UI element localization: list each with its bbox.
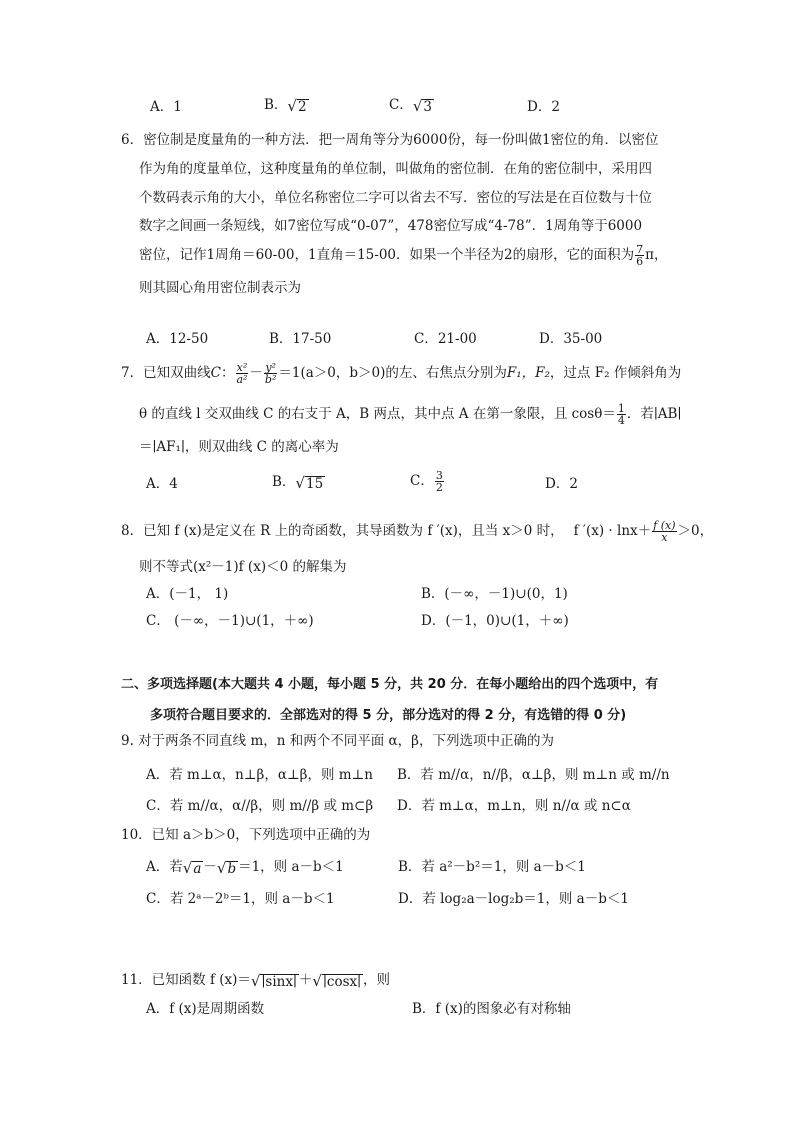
q7-cos-denominator: 4 <box>617 414 625 427</box>
q10-option-a-tail: ＝1，则 a－b＜1 <box>238 859 344 875</box>
q6-line-2: 作为角的度量单位，这种度量角的单位制，叫做角的密位制．在角的密位制中，采用四 <box>139 161 652 177</box>
q6-option-a: A．12-50 <box>146 331 209 347</box>
q11-stem <box>121 970 390 990</box>
q10-option-d: D．若 log₂a－log₂b＝1，则 a－b＜1 <box>398 891 629 907</box>
q7-curve-name: C <box>210 365 221 381</box>
q7-option-d: D．2 <box>545 476 578 492</box>
q10-option-a-minus: － <box>203 859 217 875</box>
q6-option-c: C．21-00 <box>414 331 477 347</box>
q7-line-1-text: 7．已知双曲线 <box>121 365 211 381</box>
q6-fraction-numerator: 7 <box>636 243 644 256</box>
q8-line-1-text: 8．已知 f (x)是定义在 R 上的奇函数，其导函数为 f ′(x)，且当 x＞0 时， <box>121 523 564 539</box>
q7-line-1-tail: ，过点 F₂ 作倾斜角为 <box>549 365 682 381</box>
q7-cos-fraction <box>617 403 626 426</box>
q8-fraction-denominator: x <box>661 531 668 544</box>
q11-sqrt-sin-arg: ∣sinx∣ <box>261 973 297 990</box>
q6-option-b: B．17-50 <box>269 331 332 347</box>
q5-option-a: A．1 <box>150 99 182 115</box>
q7-b2: b² <box>264 373 277 386</box>
q7-option-c-fraction <box>435 470 444 493</box>
q6-line-5-text: 密位，记作1周角＝60-00，1直角＝15-00．如果一个半径为2的扇形，它的面积为 <box>139 247 635 263</box>
q5-option-b-label: B． <box>264 97 288 113</box>
q8-option-b: B．(－∞，－1)∪(0，1) <box>421 586 568 602</box>
q7-foci: F₁，F₂ <box>506 365 550 381</box>
q10-option-a <box>146 857 344 877</box>
q7-option-b <box>272 472 325 492</box>
q9-option-c: C．若 m//α，α//β，则 m//β 或 m⊂β <box>146 798 374 814</box>
q7-line-2-text: θ 的直线 l 交双曲线 C 的右支于 A，B 两点，其中点 A 在第一象限，且 cosθ＝ <box>139 406 616 422</box>
q5-option-c-arg: 3 <box>423 98 432 115</box>
q10-sqrt-a-arg: a <box>193 860 202 877</box>
q10-sqrt-a: √ a <box>182 858 202 877</box>
q9-option-d: D．若 m⊥α，m⊥n，则 n//α 或 n⊂α <box>397 798 631 814</box>
q10-sqrt-b: √ b <box>216 858 237 877</box>
q7-option-a: A．4 <box>146 476 178 492</box>
q5-option-c-sqrt: √ 3 <box>412 96 432 115</box>
q5-option-b-sqrt: √ 2 <box>287 96 307 115</box>
q6-line-5 <box>139 244 667 267</box>
q10-option-b: B．若 a²－b²＝1，则 a－b＜1 <box>398 859 586 875</box>
q7-option-c-numerator: 3 <box>435 469 443 482</box>
q8-line-1-tail: ＞0， <box>677 523 714 539</box>
q11-stem-text: 11．已知函数 f (x)＝ <box>121 972 251 988</box>
q8-line-1 <box>121 520 713 543</box>
section-2-heading-cont: 多项符合题目要求的．全部选对的得 5 分，部分选对的得 2 分，有选错的得 0 分) <box>150 708 627 723</box>
q9-stem: 9. 对于两条不同直线 m，n 和两个不同平面 α，β，下列选项中正确的为 <box>121 733 554 749</box>
q8-line-2: 则不等式(x²－1)f (x)＜0 的解集为 <box>139 559 347 575</box>
q6-line-5-tail: π， <box>645 247 668 263</box>
q6-line-3: 个数码表示角的大小，单位名称密位二字可以省去不写．密位的写法是在百位数与十位 <box>139 190 652 206</box>
q7-option-c-label: C． <box>410 473 434 489</box>
q10-stem: 10．已知 a＞b＞0，下列选项中正确的为 <box>121 827 371 843</box>
q5-option-c <box>389 95 434 115</box>
q9-option-a: A．若 m⊥α，n⊥β，α⊥β，则 m⊥n <box>146 767 373 783</box>
q7-line-2-tail: ．若∣AB∣ <box>626 406 682 422</box>
q6-fraction-denominator: 6 <box>636 255 644 268</box>
q6-line-6: 则其圆心角用密位制表示为 <box>139 280 301 296</box>
q10-option-c: C．若 2ᵃ－2ᵇ＝1，则 a－b＜1 <box>146 891 335 907</box>
q6-line-4: 数字之间画一条短线，如7密位写成“0-07”，478密位写成“4-78”．1周角等于6000 <box>139 218 643 234</box>
q8-expr: f ′(x) · lnx＋ <box>573 523 652 539</box>
q6-option-d: D．35-00 <box>539 331 603 347</box>
q7-line-1-eq: ＝1(a＞0，b＞0)的左、右焦点分别为 <box>278 365 507 381</box>
q7-x2: x² <box>236 361 248 374</box>
q7-fraction-x <box>235 362 248 385</box>
q9-option-b: B．若 m//α，n//β，α⊥β，则 m⊥n 或 m//n <box>397 767 670 783</box>
q7-line-2 <box>139 403 681 426</box>
q7-option-b-label: B． <box>272 474 296 490</box>
q7-line-1: 7．已知双曲线C： $\frac{\text{x²}}{\text{a²}}$ － $\frac{\text{y²}}{\text{b²}}$ ＝1(a＞0，b＞0)的左、右焦点分别为F₁，F₂，过点 F₂ 作倾斜角为 <box>121 361 682 386</box>
q7-option-c-denominator: 2 <box>435 481 443 494</box>
q7-option-b-arg: 15 <box>305 475 324 492</box>
q7-line-3: ＝∣AF₁∣，则双曲线 C 的离心率为 <box>139 439 339 455</box>
q8-fraction-numerator: f (x) <box>653 519 676 532</box>
q10-sqrt-b-arg: b <box>227 860 237 877</box>
q11-option-a: A．f (x)是周期函数 <box>146 1001 265 1017</box>
q8-option-c: C． (－∞，－1)∪(1，＋∞) <box>146 613 314 629</box>
q11-sqrt-sin: √ ∣sinx∣ <box>250 971 297 990</box>
q7-cos-numerator: 1 <box>617 402 625 415</box>
q8-option-d: D．(－1，0)∪(1，＋∞) <box>421 613 569 629</box>
q8-fraction <box>652 520 676 543</box>
q8-option-a: A．(－1， 1) <box>146 586 229 602</box>
q5-option-c-label: C． <box>389 97 413 113</box>
q11-stem-tail: ，则 <box>363 972 391 988</box>
q11-option-b: B．f (x)的图象必有对称轴 <box>412 1001 571 1017</box>
q10-option-a-label: A．若 <box>146 859 183 875</box>
q6-line-1: 6．密位制是度量角的一种方法．把一周角等分为6000份，每一份叫做1密位的角．以密位 <box>121 132 659 148</box>
q6-area-fraction <box>635 244 644 267</box>
q11-sqrt-cos-arg: ∣cosx∣ <box>322 973 362 990</box>
q11-plus: ＋ <box>298 972 313 988</box>
q7-y2: y² <box>265 361 276 374</box>
q5-option-b-arg: 2 <box>297 98 307 115</box>
q5-option-b <box>264 95 309 115</box>
q5-option-d: D．2 <box>527 99 560 115</box>
q11-sqrt-cos: √ ∣cosx∣ <box>312 971 362 990</box>
q7-option-c <box>410 470 445 493</box>
q7-fraction-y <box>264 362 277 385</box>
section-2-heading: 二、多项选择题(本大题共 4 小题，每小题 5 分，共 20 分．在每小题给出的四个选项中，有 <box>121 677 659 692</box>
q7-a2: a² <box>236 373 248 386</box>
q7-option-b-sqrt: √ 15 <box>295 473 324 492</box>
